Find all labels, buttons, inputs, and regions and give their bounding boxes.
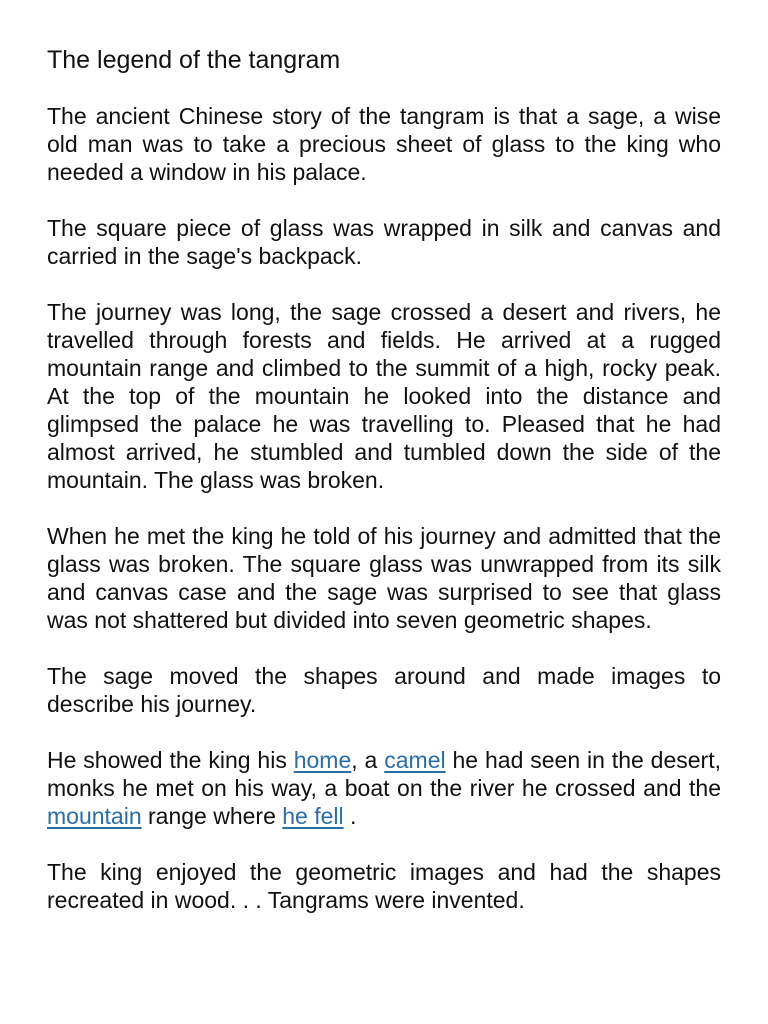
text-segment: he had seen in the desert, monks he met on his way, a boat on the river he crossed and the (47, 747, 721, 801)
paragraph-met-king: When he met the king he told of his journey and admitted that the glass was broken. The square glass was unwrapped from its silk and canvas case and the sage was surprised to see that glass was not shattered but divided into seven geometric shapes. (47, 523, 721, 633)
paragraph-closing: The king enjoyed the geometric images and had the shapes recreated in wood. . . Tangrams were invented. (47, 859, 721, 913)
paragraph-glass-wrapped: The square piece of glass was wrapped in silk and canvas and carried in the sage's backpack. (47, 215, 721, 269)
text-segment: . (343, 803, 357, 829)
text-segment: He showed the king his (47, 747, 294, 773)
paragraph-images (47, 746, 721, 830)
link-mountain[interactable]: mountain (47, 803, 142, 829)
text-segment: , a (351, 747, 385, 773)
link-camel[interactable]: camel (384, 747, 446, 773)
paragraph-shapes: The sage moved the shapes around and made images to describe his journey. (47, 663, 721, 717)
paragraph-intro: The ancient Chinese story of the tangram is that a sage, a wise old man was to take a precious sheet of glass to the king who needed a window in his palace. (47, 103, 721, 185)
text-segment: range where (141, 803, 283, 829)
link-he-fell[interactable]: he fell (282, 803, 344, 829)
page-title: The legend of the tangram (47, 46, 341, 74)
paragraph-journey: The journey was long, the sage crossed a desert and rivers, he travelled through forests and fields. He arrived at a rugged mountain range and climbed to the summit of a high, rocky peak. At the top of the mountain he looked into the distance and glimpsed the palace he was travelling to. Pleased that he had almost arrived, he stumbled and tumbled down the side of the mountain. The glass was broken. (47, 299, 721, 493)
link-home[interactable]: home (293, 747, 352, 773)
